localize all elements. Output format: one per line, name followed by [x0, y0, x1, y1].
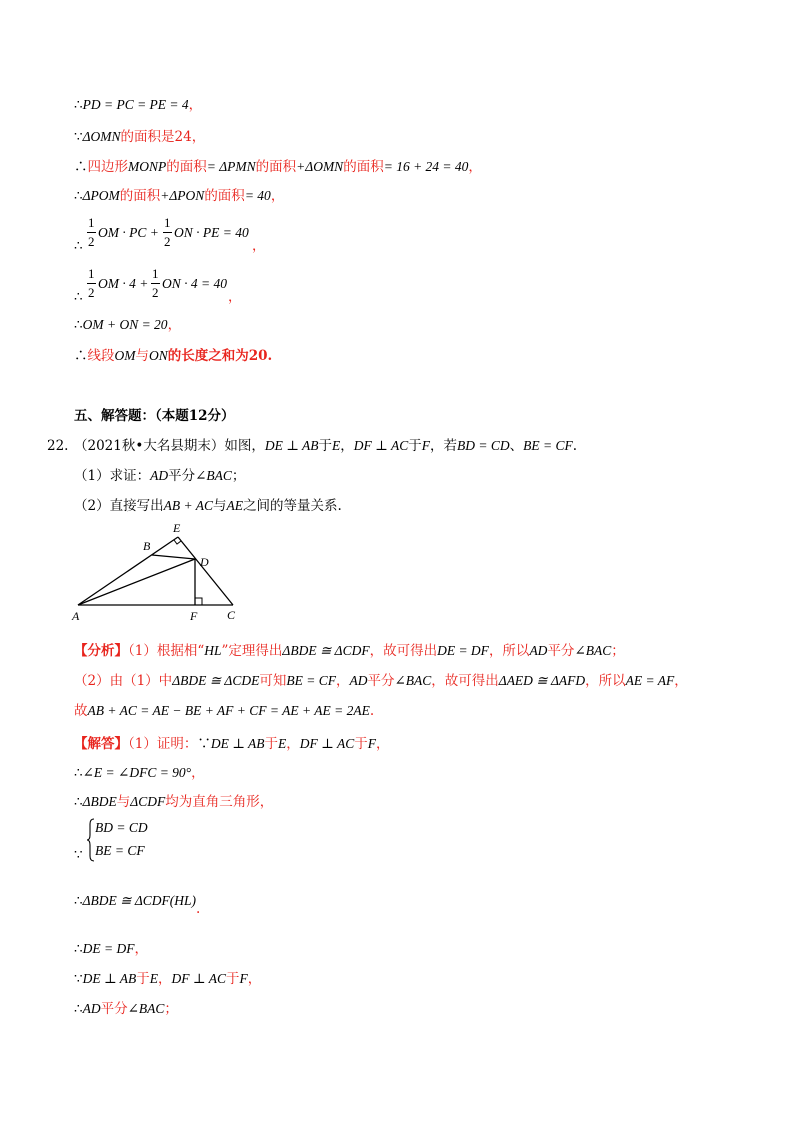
problem-statement: （2021秋•大名县期末）如图，DE ⊥ AB于E，DF ⊥ AC于F，若BD = CD、BE = CF. — [74, 438, 577, 454]
expr-part: ON · PE = 40 — [174, 225, 249, 240]
question-1: （1）求证：AD平分∠BAC； — [74, 468, 246, 484]
equation-bd-cd: BD = CD — [95, 820, 148, 835]
solution-line-1: 【解答】（1）证明：∵DE ⊥ AB于E，DF ⊥ AC于F， — [74, 736, 390, 752]
line-omn-area: ∵ΔOMN的面积是24， — [74, 129, 206, 145]
problem-number: 22. — [47, 438, 69, 454]
fraction-bar — [151, 283, 160, 284]
label-e: E — [173, 521, 181, 535]
label-c: C — [227, 608, 236, 622]
line-conclusion: ∴线段OM与ON的长度之和为20. — [74, 348, 273, 364]
denominator: 2 — [88, 234, 95, 249]
numerator: 1 — [88, 215, 95, 230]
solution-line-3: ∴ΔBDE与ΔCDF均为直角三角形， — [74, 794, 274, 810]
therefore-symbol: ∴ — [74, 238, 83, 254]
question-2: （2）直接写出AB + AC与AE之间的等量关系. — [74, 498, 342, 514]
section-heading: 五、解答题：（本题12分） — [74, 408, 235, 424]
numerator: 1 — [88, 266, 95, 281]
fraction-bar — [163, 232, 172, 233]
solution-de-df: ∴DE = DF， — [74, 941, 148, 957]
denominator: 2 — [88, 285, 95, 300]
numerator: 1 — [152, 266, 159, 281]
therefore-symbol: ∴ — [74, 289, 83, 305]
segment-ec — [178, 537, 233, 605]
right-angle-e — [174, 540, 181, 544]
label-f: F — [190, 609, 198, 623]
right-angle-f — [195, 598, 202, 605]
solution-perpendiculars: ∵DE ⊥ AB于E，DF ⊥ AC于F， — [74, 971, 262, 987]
comma: ， — [252, 238, 266, 254]
line-pom-pon: ∴ΔPOM的面积+ΔPON的面积= 40， — [74, 188, 285, 204]
label-b: B — [143, 539, 151, 553]
line-om-on-sum: ∴OM + ON = 20， — [74, 317, 182, 333]
label-d: D — [200, 555, 209, 569]
label-a: A — [72, 609, 80, 623]
geometry-figure — [70, 520, 240, 625]
segment-bd — [152, 555, 195, 559]
expr-part: OM · PC + — [98, 225, 159, 240]
expr-part: ON · 4 = 40 — [162, 276, 227, 291]
numerator: 1 — [164, 215, 171, 230]
solution-bisector: ∴AD平分∠BAC； — [74, 1001, 178, 1017]
fraction-bar — [87, 232, 96, 233]
because-symbol: ∵ — [74, 847, 83, 863]
denominator: 2 — [164, 234, 171, 249]
solution-congruence: ∴ΔBDE ≅ ΔCDF(HL). — [74, 893, 201, 917]
comma: ， — [228, 289, 242, 305]
analysis-line-3: 故AB + AC = AE − BE + AF + CF = AE + AE = 2AE. — [74, 703, 375, 719]
expr-part: OM · 4 + — [98, 276, 149, 291]
denominator: 2 — [152, 285, 159, 300]
analysis-line-1: 【分析】（1）根据相“HL”定理得出ΔBDE ≅ ΔCDF，故可得出DE = DF，所以AD平分∠BAC； — [74, 643, 625, 659]
fraction-bar — [87, 283, 96, 284]
equation-be-cf: BE = CF — [95, 843, 145, 858]
solution-line-2: ∴∠E = ∠DFC = 90°， — [74, 765, 205, 781]
line-quad-area: ∴四边形MONP的面积= ΔPMN的面积+ΔOMN的面积= 16 + 24 = 40， — [74, 159, 482, 175]
line-pd-pc-pe: ∴PD = PC = PE = 4， — [74, 97, 203, 113]
analysis-line-2: （2）由（1）中ΔBDE ≅ ΔCDE可知BE = CF，AD平分∠BAC，故可得出ΔAED ≅ ΔAFD，所以AE = AF， — [74, 673, 688, 689]
